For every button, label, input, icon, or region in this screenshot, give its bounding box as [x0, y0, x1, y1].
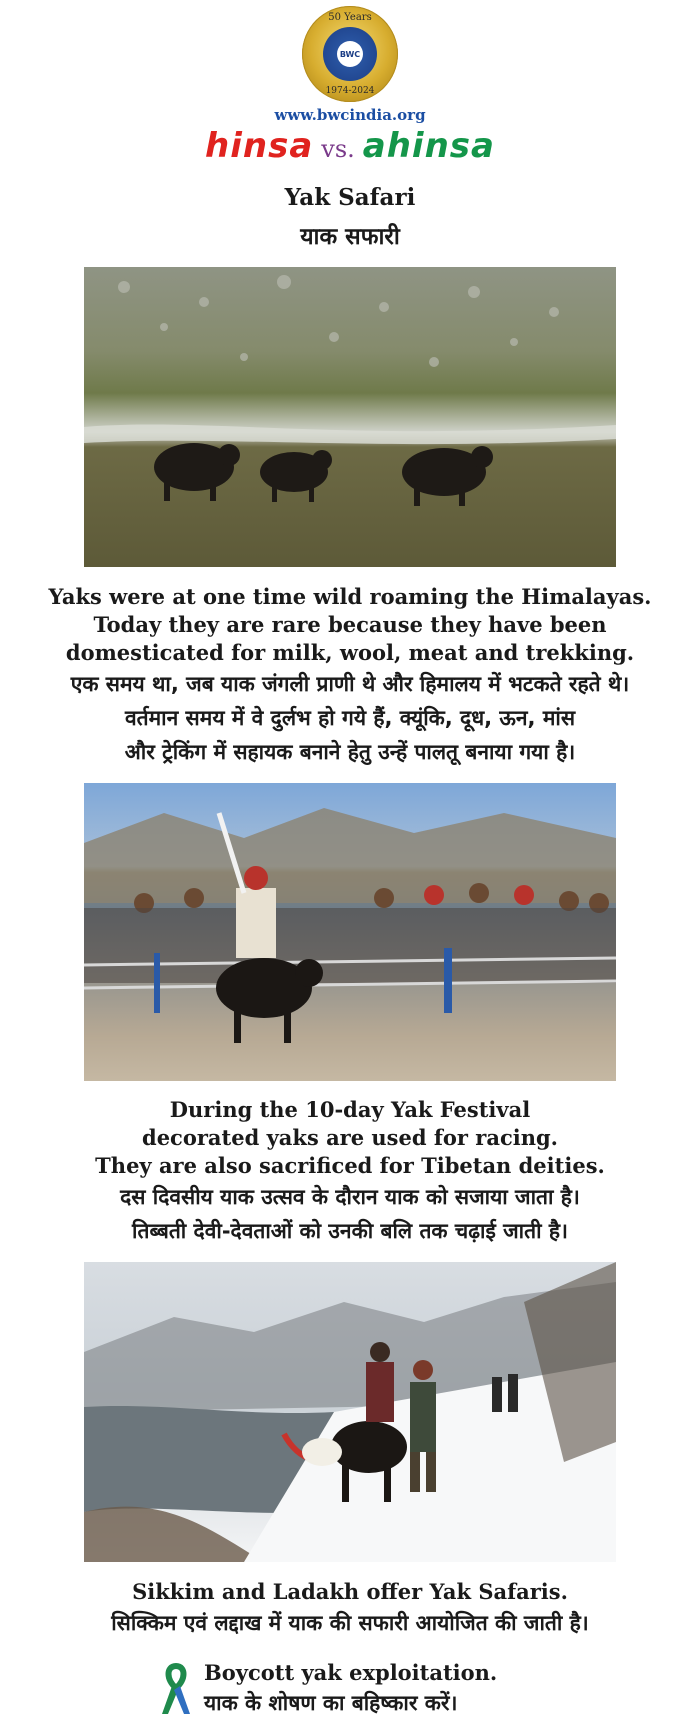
- logo-center-text: BWC: [337, 41, 363, 67]
- website-url[interactable]: www.bwcindia.org: [274, 106, 426, 124]
- festival-hi-line-2: तिब्बती देवी-देवताओं को उनकी बलि तक चढ़ाई जाती है।: [132, 1219, 568, 1243]
- hinsa-word: hinsa: [205, 126, 314, 166]
- yaks-grazing-photo: [84, 267, 616, 567]
- awareness-ribbon-icon: [158, 1660, 194, 1716]
- festival-caption: [0, 1096, 700, 1248]
- boycott-en-line: Boycott yak exploitation.: [204, 1660, 498, 1685]
- festival-en-line-3: They are also sacrificed for Tibetan deities.: [95, 1153, 605, 1178]
- festival-en-line-2: decorated yaks are used for racing.: [142, 1125, 558, 1150]
- safari-caption: [0, 1578, 700, 1640]
- festival-hi-line-1: दस दिवसीय याक उत्सव के दौरान याक को सजाया जाता है।: [120, 1185, 580, 1209]
- logo-block: [0, 6, 700, 124]
- intro-en-line-3: domesticated for milk, wool, meat and trekking.: [65, 640, 635, 665]
- bwc-logo-icon: [302, 6, 398, 102]
- festival-en-line-1: During the 10-day Yak Festival: [169, 1097, 531, 1122]
- intro-en-line-1: Yaks were at one time wild roaming the Himalayas.: [48, 584, 652, 609]
- yak-festival-race-photo: [84, 783, 616, 1081]
- logo-years-text: 50 Years: [328, 12, 372, 23]
- boycott-hi-line: याक के शोषण का बहिष्कार करें।: [204, 1691, 458, 1715]
- title-hindi: याक सफारी: [300, 224, 400, 250]
- hinsa-vs-ahinsa-heading: [0, 126, 700, 169]
- globe-icon: [323, 27, 377, 81]
- snow-yak-safari-photo: [84, 1262, 616, 1562]
- intro-hi-line-1: एक समय था, जब याक जंगली प्राणी थे और हिमालय में भटकते रहते थे।: [70, 672, 630, 696]
- safari-hi-line: सिक्किम एवं लद्दाख में याक की सफारी आयोजित की जाती है।: [111, 1611, 589, 1635]
- boycott-text: [204, 1658, 497, 1718]
- boycott-block: [0, 1658, 700, 1724]
- safari-en-line: Sikkim and Ladakh offer Yak Safaris.: [132, 1579, 568, 1604]
- intro-en-line-2: Today they are rare because they have been: [93, 612, 607, 637]
- intro-caption: [0, 583, 700, 769]
- logo-dates-text: 1974-2024: [325, 86, 375, 96]
- ahinsa-word: ahinsa: [362, 126, 495, 166]
- title-english: Yak Safari: [284, 184, 416, 211]
- vs-word: vs.: [321, 135, 355, 163]
- intro-hi-line-2: वर्तमान समय में वे दुर्लभ हो गये हैं, क्यूंकि, दूध, ऊन, मांस: [124, 706, 576, 730]
- intro-hi-line-3: और ट्रेकिंग में सहायक बनाने हेतु उन्हें पालतू बनाया गया है।: [124, 740, 576, 764]
